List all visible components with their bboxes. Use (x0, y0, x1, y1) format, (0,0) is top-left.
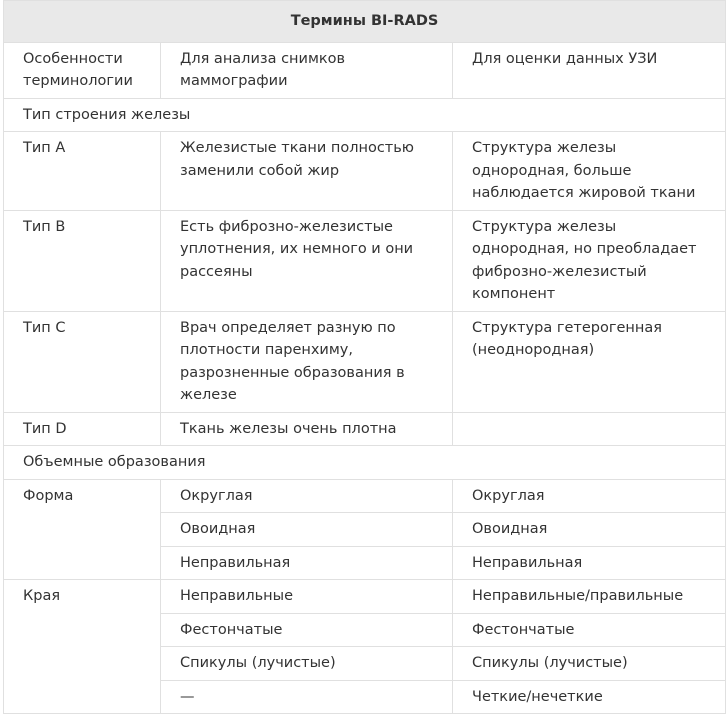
shape-mammography: Овоидная (161, 513, 453, 547)
type-b-ultrasound: Структура железы однородная, но преобладает фиброзно-железистый компонент (453, 210, 726, 311)
row-label-empty (4, 680, 161, 714)
table-row (4, 580, 726, 614)
type-a-ultrasound: Структура железы однородная, больше наблюдается жировой ткани (453, 132, 726, 211)
table-row (4, 311, 726, 412)
section-row-gland-type (4, 98, 726, 132)
type-c-ultrasound: Структура гетерогенная (неоднородная) (453, 311, 726, 412)
type-d-mammography: Ткань железы очень плотна (161, 412, 453, 446)
row-label-margins: Края (4, 580, 161, 614)
margins-mammography: Спикулы (лучистые) (161, 647, 453, 681)
row-label-shape: Форма (4, 479, 161, 513)
table-row (4, 546, 726, 580)
shape-mammography: Округлая (161, 479, 453, 513)
table-row (4, 680, 726, 714)
header-mammography: Для анализа снимков маммографии (161, 42, 453, 98)
row-label-type-a: Тип А (4, 132, 161, 211)
margins-ultrasound: Фестончатые (453, 613, 726, 647)
table-row (4, 412, 726, 446)
table-header-row (4, 42, 726, 98)
shape-ultrasound: Овоидная (453, 513, 726, 547)
shape-ultrasound: Неправильная (453, 546, 726, 580)
table-row (4, 613, 726, 647)
type-a-mammography: Железистые ткани полностью заменили собой жир (161, 132, 453, 211)
type-b-mammography: Есть фиброзно-железистые уплотнения, их немного и они рассеяны (161, 210, 453, 311)
shape-mammography: Неправильная (161, 546, 453, 580)
table-title-row (4, 1, 726, 43)
margins-mammography: Неправильные (161, 580, 453, 614)
row-label-type-c: Тип С (4, 311, 161, 412)
type-d-ultrasound (453, 412, 726, 446)
bi-rads-terms-table (3, 0, 726, 714)
margins-ultrasound: Спикулы (лучистые) (453, 647, 726, 681)
row-label-empty (4, 513, 161, 547)
row-label-type-b: Тип В (4, 210, 161, 311)
margins-ultrasound: Неправильные/правильные (453, 580, 726, 614)
row-label-empty (4, 546, 161, 580)
row-label-empty (4, 613, 161, 647)
margins-ultrasound: Четкие/нечеткие (453, 680, 726, 714)
table-title: Термины BI-RADS (4, 1, 726, 43)
header-terminology: Особенности терминологии (4, 42, 161, 98)
header-ultrasound: Для оценки данных УЗИ (453, 42, 726, 98)
margins-mammography: — (161, 680, 453, 714)
type-c-mammography: Врач определяет разную по плотности паренхиму, разрозненные образования в железе (161, 311, 453, 412)
section-row-masses (4, 446, 726, 480)
margins-mammography: Фестончатые (161, 613, 453, 647)
shape-ultrasound: Округлая (453, 479, 726, 513)
row-label-type-d: Тип D (4, 412, 161, 446)
section-title-masses: Объемные образования (4, 446, 726, 480)
table-row (4, 479, 726, 513)
table-row (4, 132, 726, 211)
table-row (4, 647, 726, 681)
row-label-empty (4, 647, 161, 681)
table-row (4, 210, 726, 311)
table-row (4, 513, 726, 547)
section-title-gland-type: Тип строения железы (4, 98, 726, 132)
